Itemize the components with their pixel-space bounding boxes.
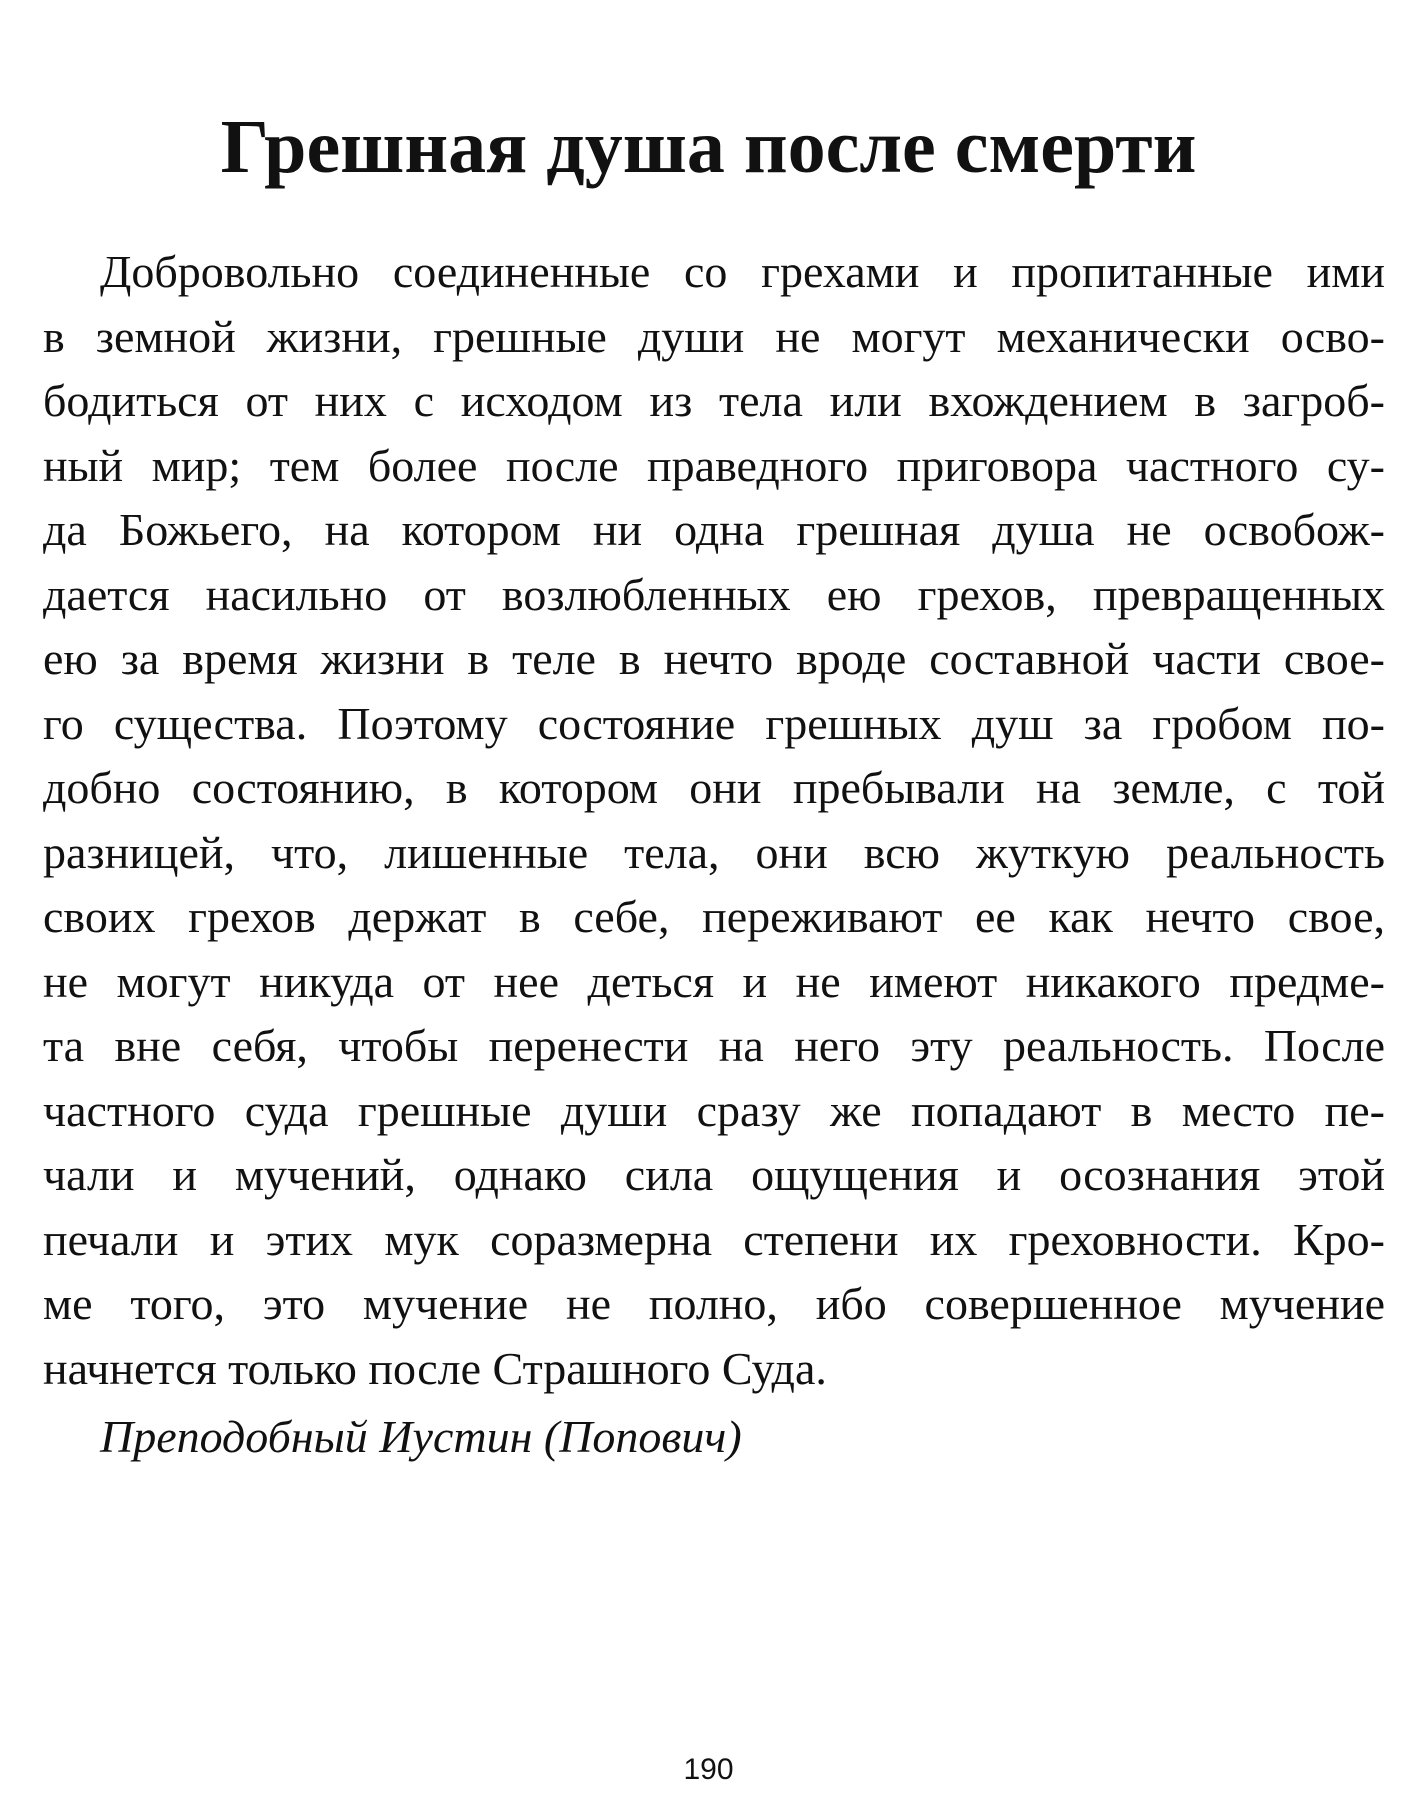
text-line: ею за время жизни в теле в нечто вроде составной части свое- [43, 633, 1385, 684]
text-line: да Божьего, на котором ни одна грешная душа не освобож- [43, 504, 1385, 555]
text-line: го существа. Поэтому состояние грешных душ за гробом по- [43, 697, 1385, 749]
text-line: Добровольно соединенные со грехами и пропитанные ими [100, 246, 1385, 297]
text-line: ный мир; тем более после праведного приговора частного су- [43, 439, 1385, 491]
page-number: 190 [683, 1753, 734, 1786]
text-line: разницей, что, лишенные тела, они всю жуткую реальность [43, 826, 1385, 878]
text-line: печали и этих мук соразмерна степени их греховности. Кро- [43, 1213, 1385, 1265]
author-attribution: Преподобный Иустин (Попович) [100, 1411, 742, 1462]
body-paragraph [43, 240, 1385, 1401]
text-line: дается насильно от возлюбленных ею грехов, превращенных [43, 568, 1385, 620]
text-line: в земной жизни, грешные души не могут механически осво- [43, 310, 1385, 362]
text-line: своих грехов держат в себе, переживают ее как нечто свое, [43, 891, 1385, 942]
text-line: не могут никуда от нее деться и не имеют никакого предме- [43, 955, 1385, 1007]
page-title: Грешная душа после смерти [220, 105, 1197, 189]
text-line: бодиться от них с исходом из тела или вхождением в загроб- [43, 375, 1385, 426]
text-line: та вне себя, чтобы перенести на него эту реальность. После [43, 1020, 1385, 1071]
text-line: начнется только после Страшного Суда. [43, 1342, 827, 1394]
text-line: добно состоянию, в котором они пребывали на земле, с той [43, 762, 1385, 813]
text-line: частного суда грешные души сразу же попадают в место пе- [43, 1084, 1385, 1136]
text-line: чали и мучений, однако сила ощущения и осознания этой [43, 1149, 1385, 1200]
text-line: ме того, это мучение не полно, ибо совершенное мучение [43, 1278, 1385, 1329]
